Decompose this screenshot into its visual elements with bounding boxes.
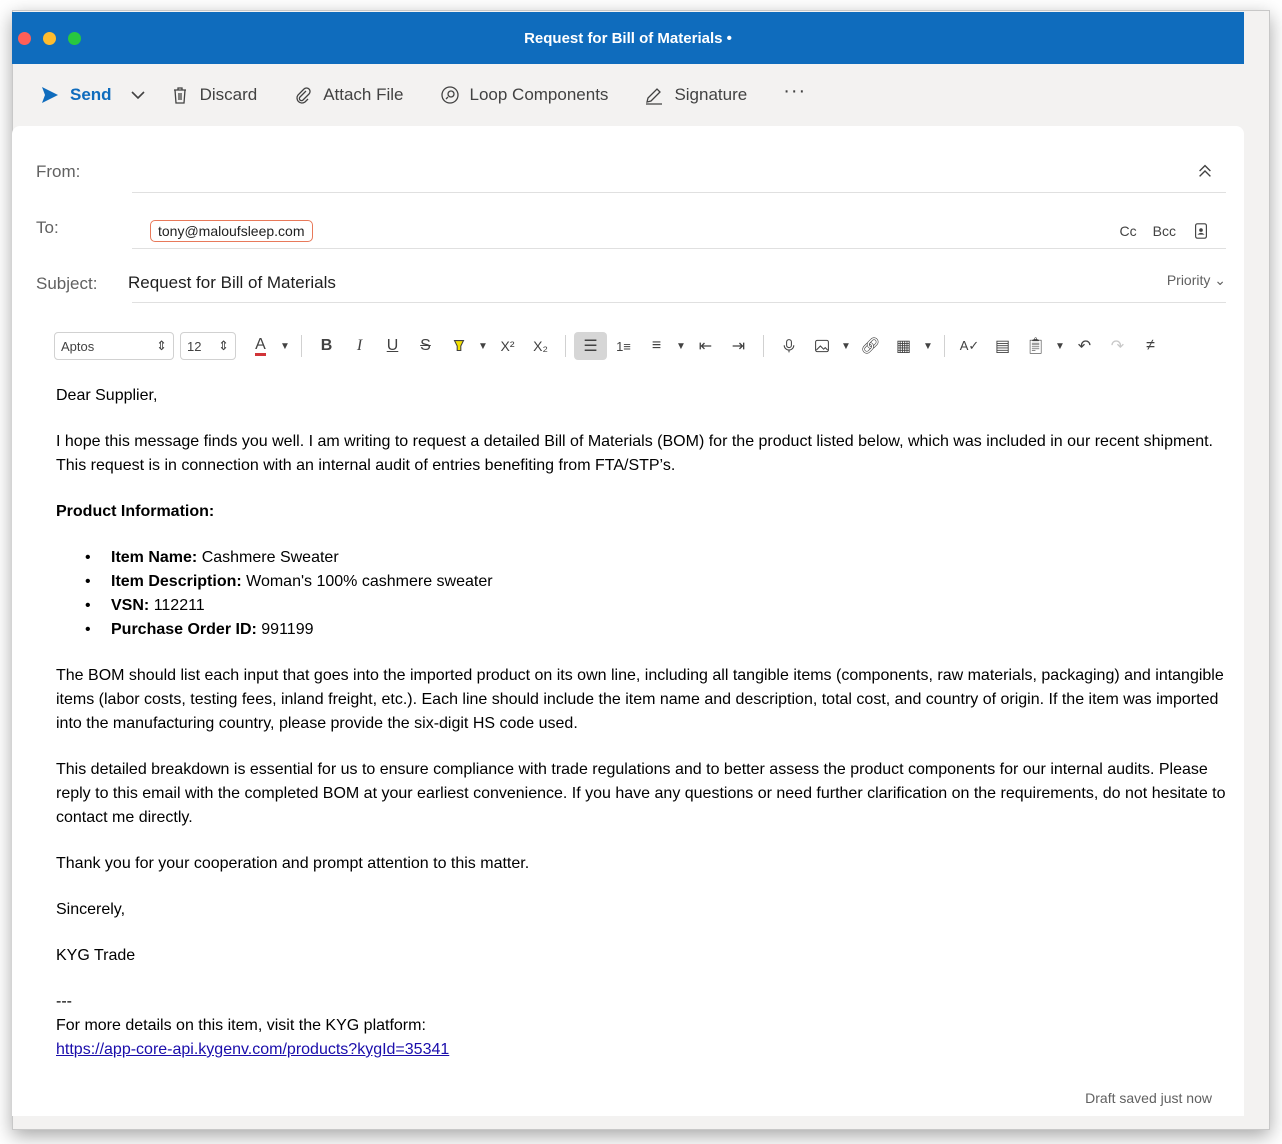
redo-icon: ↷ xyxy=(1110,338,1125,355)
highlighter-icon xyxy=(450,337,468,355)
insert-table-button[interactable] xyxy=(887,332,920,360)
spellcheck-icon: A✓ xyxy=(959,338,980,353)
item-label: Item Name: xyxy=(111,549,198,566)
font-color-icon: A xyxy=(255,337,266,356)
thanks-paragraph: Thank you for your cooperation and prompt attention to this matter. xyxy=(56,855,530,872)
subscript-button[interactable]: X₂ xyxy=(533,338,548,354)
image-icon xyxy=(814,338,830,354)
from-row xyxy=(36,150,1226,182)
intro-paragraph: I hope this message finds you well. I am writing to request a detailed Bill of Materials (BOM) for the product listed below, which was included in our recent shipment. This request is in connection with an internal audit of entries benefiting from FTA/STP’s. xyxy=(56,433,1213,474)
chevron-down-icon: ⌄ xyxy=(1214,272,1226,288)
format-toolbar xyxy=(54,332,1167,360)
item-label: Item Description: xyxy=(111,573,242,590)
message-body[interactable] xyxy=(56,384,1226,1062)
font-color-dropdown[interactable]: ▼ xyxy=(280,340,290,352)
closing: Sincerely, xyxy=(56,901,126,918)
highlight-button[interactable] xyxy=(442,332,475,360)
paste-button[interactable] xyxy=(1019,332,1052,360)
numbered-list-button[interactable] xyxy=(607,332,640,360)
send-label: Send xyxy=(70,85,112,104)
pen-signature-icon xyxy=(644,85,664,105)
product-list xyxy=(111,546,1226,642)
link-icon: 🔗︎ xyxy=(860,338,881,355)
list-item xyxy=(111,594,1226,618)
undo-button[interactable] xyxy=(1068,332,1101,360)
item-label: VSN: xyxy=(111,597,150,614)
draft-status: Draft saved just now xyxy=(1085,1090,1212,1106)
numbered-list-icon: 1≡ xyxy=(616,338,631,354)
subject-row xyxy=(36,242,1226,302)
item-value: Woman's 100% cashmere sweater xyxy=(246,573,493,590)
table-icon: ▦ xyxy=(895,338,912,355)
bullet-list-button[interactable] xyxy=(574,332,607,360)
align-button[interactable] xyxy=(640,332,673,360)
bullet-list-icon: ☰ xyxy=(583,338,598,355)
format-painter-button[interactable] xyxy=(986,332,1019,360)
item-value: 112211 xyxy=(153,597,205,614)
list-item xyxy=(111,546,1226,570)
compose-toolbar xyxy=(12,64,1244,126)
send-options-button[interactable] xyxy=(128,85,148,105)
window-title: Request for Bill of Materials • xyxy=(524,29,732,47)
subject-field[interactable]: Request for Bill of Materials xyxy=(128,273,336,292)
increase-indent-button[interactable] xyxy=(722,332,755,360)
from-label: From: xyxy=(36,162,81,181)
subject-label: Subject: xyxy=(36,274,98,293)
align-dropdown[interactable]: ▼ xyxy=(676,340,686,352)
outdent-icon: ⇤ xyxy=(698,338,713,355)
redo-button[interactable] xyxy=(1101,332,1134,360)
insert-picture-button[interactable] xyxy=(805,332,838,360)
insert-picture-dropdown[interactable]: ▼ xyxy=(841,340,851,352)
compose-panel xyxy=(12,126,1244,1116)
discard-label: Discard xyxy=(199,85,258,104)
priority-dropdown[interactable] xyxy=(1167,272,1226,289)
send-icon xyxy=(40,85,60,105)
align-left-icon: ≡ xyxy=(651,337,662,354)
font-size-value: 12 xyxy=(187,338,202,354)
send-button[interactable] xyxy=(40,85,112,105)
greeting: Dear Supplier, xyxy=(56,387,158,404)
trash-icon xyxy=(170,85,190,105)
font-color-button[interactable] xyxy=(244,332,277,360)
list-item xyxy=(111,618,1226,642)
text-direction-icon: ≠ xyxy=(1146,337,1155,354)
recipient-chip[interactable]: tony@maloufsleep.com xyxy=(150,220,313,242)
paste-dropdown[interactable]: ▼ xyxy=(1055,340,1065,352)
attach-file-label: Attach File xyxy=(323,85,404,104)
title-bar xyxy=(12,12,1244,64)
italic-button[interactable]: I xyxy=(356,337,363,354)
bcc-button[interactable]: Bcc xyxy=(1152,223,1176,239)
insert-link-button[interactable] xyxy=(854,332,887,360)
microphone-icon xyxy=(781,338,797,354)
chevron-down-icon xyxy=(128,85,148,105)
paintbrush-icon: ▤ xyxy=(994,338,1011,355)
decrease-indent-button[interactable] xyxy=(689,332,722,360)
item-value: 991199 xyxy=(261,621,314,638)
bom-paragraph: The BOM should list each input that goes into the imported product on its own line, including all tangible items (components, raw materials, packaging) and intangible items (labor costs, testing fees, inland freight, etc.). Each line should include the item name and description, total cost, and country of origin. If the item was imported into the manufacturing country, please provide the six-digit HS code used. xyxy=(56,667,1224,732)
discard-button[interactable] xyxy=(170,85,258,105)
priority-label: Priority xyxy=(1166,272,1211,288)
font-family-value: Aptos xyxy=(61,338,95,354)
platform-link[interactable]: https://app-core-api.kygenv.com/products?kygId=35341 xyxy=(56,1041,450,1058)
editor-button[interactable] xyxy=(953,332,986,360)
highlight-dropdown[interactable]: ▼ xyxy=(478,340,488,352)
loop-components-label: Loop Components xyxy=(469,85,609,104)
item-label: Purchase Order ID: xyxy=(111,621,257,638)
bold-button[interactable]: B xyxy=(320,337,333,354)
cc-bcc-controls xyxy=(1120,222,1210,240)
font-size-select[interactable] xyxy=(180,332,236,360)
attach-file-button[interactable] xyxy=(293,85,403,105)
insert-table-dropdown[interactable]: ▼ xyxy=(923,340,933,352)
breakdown-paragraph: This detailed breakdown is essential for us to ensure compliance with trade regulations and to better assess the product components for our internal audits. Please reply to this email with the completed BOM at your earliest convenience. If you have any questions or need further clarification on the requirements, do not hesitate to contact me directly. xyxy=(56,761,1226,826)
paperclip-icon xyxy=(293,85,313,105)
loop-components-button[interactable] xyxy=(440,85,609,105)
signature-name: KYG Trade xyxy=(56,947,136,964)
signature-label: Signature xyxy=(674,85,748,104)
window-controls xyxy=(18,32,81,45)
underline-button[interactable]: U xyxy=(386,337,399,354)
product-heading: Product Information: xyxy=(56,503,215,520)
undo-icon: ↶ xyxy=(1077,338,1092,355)
cc-button[interactable]: Cc xyxy=(1119,223,1137,239)
details-line: For more details on this item, visit the KYG platform: xyxy=(56,1017,426,1034)
font-family-select[interactable] xyxy=(54,332,174,360)
more-options-button[interactable] xyxy=(783,80,806,103)
minimize-window-button[interactable] xyxy=(43,32,56,45)
signature-button[interactable] xyxy=(644,85,747,105)
superscript-button[interactable]: X² xyxy=(500,338,515,354)
address-book-icon[interactable] xyxy=(1192,222,1210,240)
dictate-button[interactable] xyxy=(772,332,805,360)
loop-icon xyxy=(440,85,460,105)
stepper-icon: ⇕ xyxy=(218,338,229,353)
close-window-button[interactable] xyxy=(18,32,31,45)
clipboard-icon: 📋︎ xyxy=(1025,338,1046,355)
zoom-window-button[interactable] xyxy=(68,32,81,45)
indent-icon: ⇥ xyxy=(731,338,746,355)
to-label: To: xyxy=(36,218,59,237)
divider: --- xyxy=(56,993,72,1010)
collapse-header-icon[interactable] xyxy=(1196,162,1214,180)
text-direction-button[interactable] xyxy=(1134,332,1167,360)
strikethrough-button[interactable]: S xyxy=(420,337,431,354)
stepper-icon: ⇕ xyxy=(156,338,167,353)
list-item xyxy=(111,570,1226,594)
item-value: Cashmere Sweater xyxy=(201,549,339,566)
more-icon: ··· xyxy=(783,79,807,102)
